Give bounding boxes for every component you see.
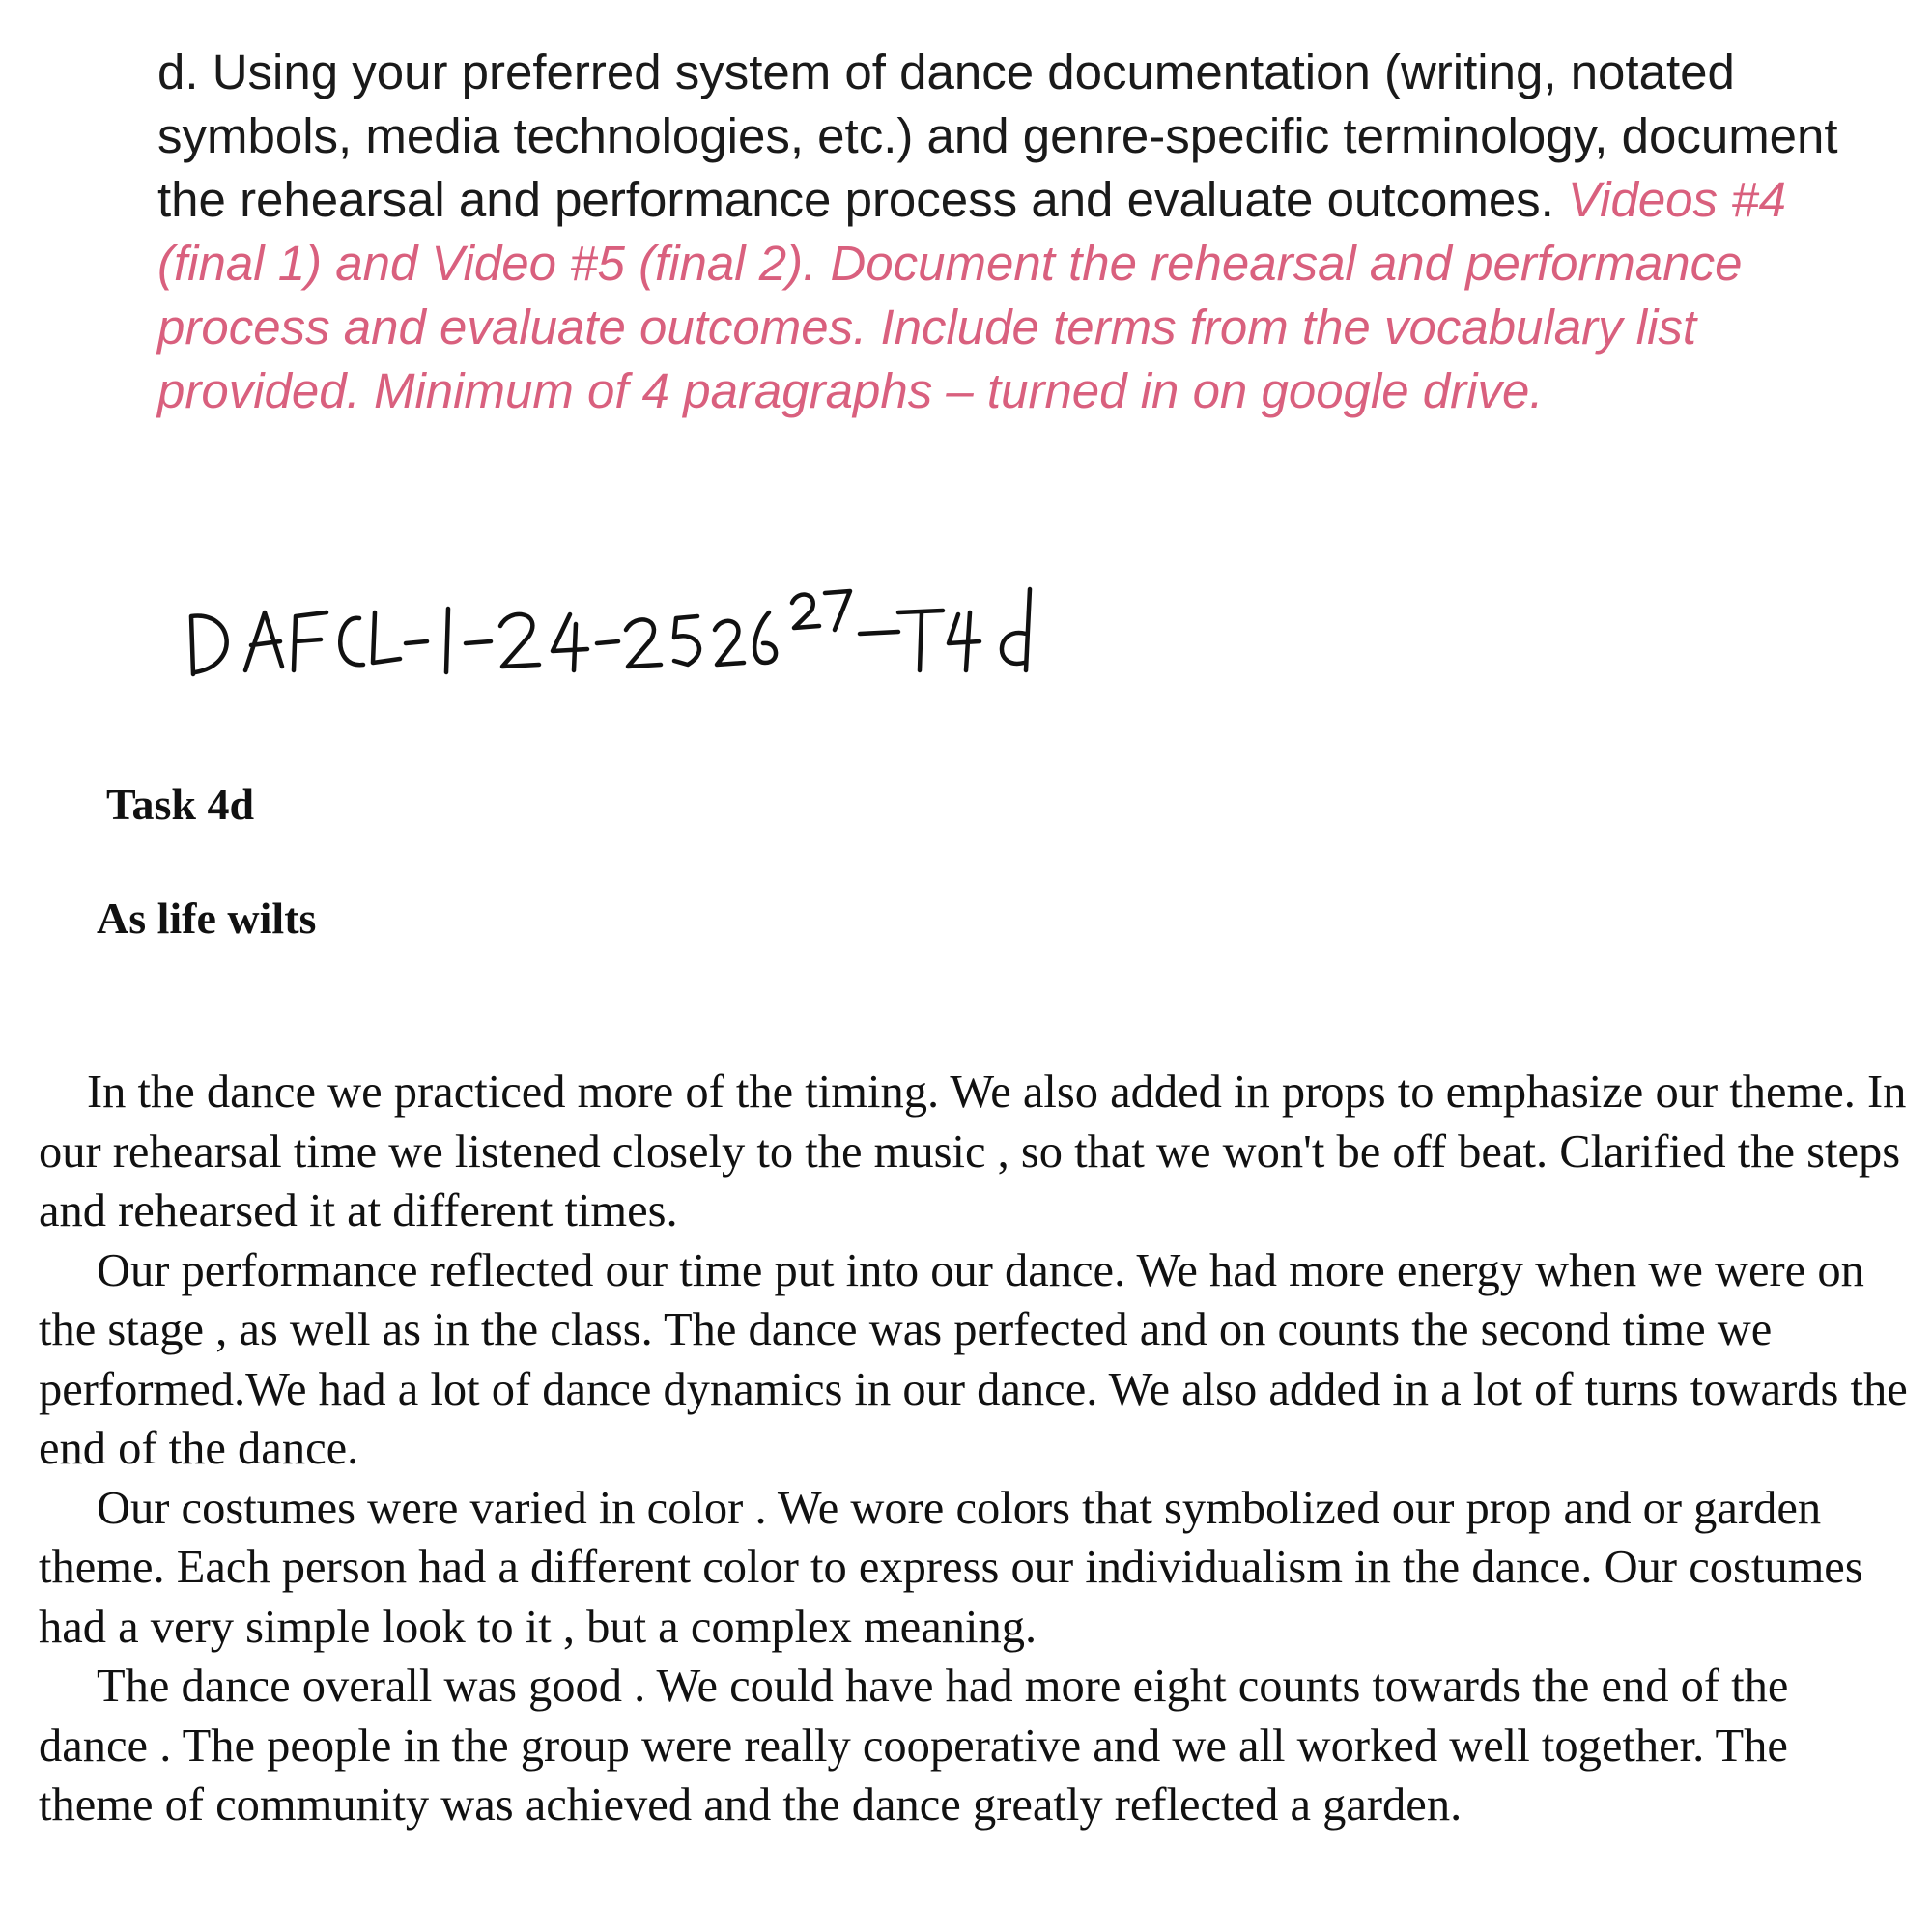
handwritten-code	[185, 551, 1209, 696]
essay-paragraph: Our costumes were varied in color . We wore colors that symbolized our prop and or garden theme. Each person had a different color to express our individualism in the dance. Our costumes had a very simple look to it , but a complex meaning.	[39, 1482, 1863, 1653]
essay-paragraph: The dance overall was good . We could have had more eight counts towards the end of the dance . The people in the group were really cooperative and we all worked well together. The theme of community was achieved and the dance greatly reflected a garden.	[39, 1661, 1789, 1831]
essay-paragraph: Our performance reflected our time put into our dance. We had more energy when we were on the stage , as well as in the class. The dance was perfected and on counts the second time we performed.We had a lot of dance dynamics in our dance. We also added in a lot of turns towards the end of the dance.	[39, 1244, 1908, 1474]
assignment-prompt	[157, 41, 1838, 423]
handwritten-code-drawing	[185, 551, 1209, 696]
essay-paragraph: In the dance we practiced more of the timing. We also added in props to emphasize our theme. In our rehearsal time we listened closely to the music , so that we won't be off beat. Clarified the steps and rehearsed it at different times.	[39, 1066, 1907, 1236]
prompt-instruction: Videos #4 (final 1) and Video #5 (final 2). Document the rehearsal and performance process and evaluate outcomes. Include terms from the vocabulary list provided. Minimum of 4 paragraphs – turned in on google drive.	[157, 172, 1786, 418]
piece-title: As life wilts	[97, 894, 317, 943]
essay-body	[39, 1063, 1908, 1835]
prompt-text: d. Using your preferred system of dance documentation (writing, notated symbols, media technologies, etc.) and genre-specific terminology, document the rehearsal and performance process and evaluate outcomes.	[157, 44, 1838, 227]
task-title: Task 4d	[106, 780, 255, 829]
